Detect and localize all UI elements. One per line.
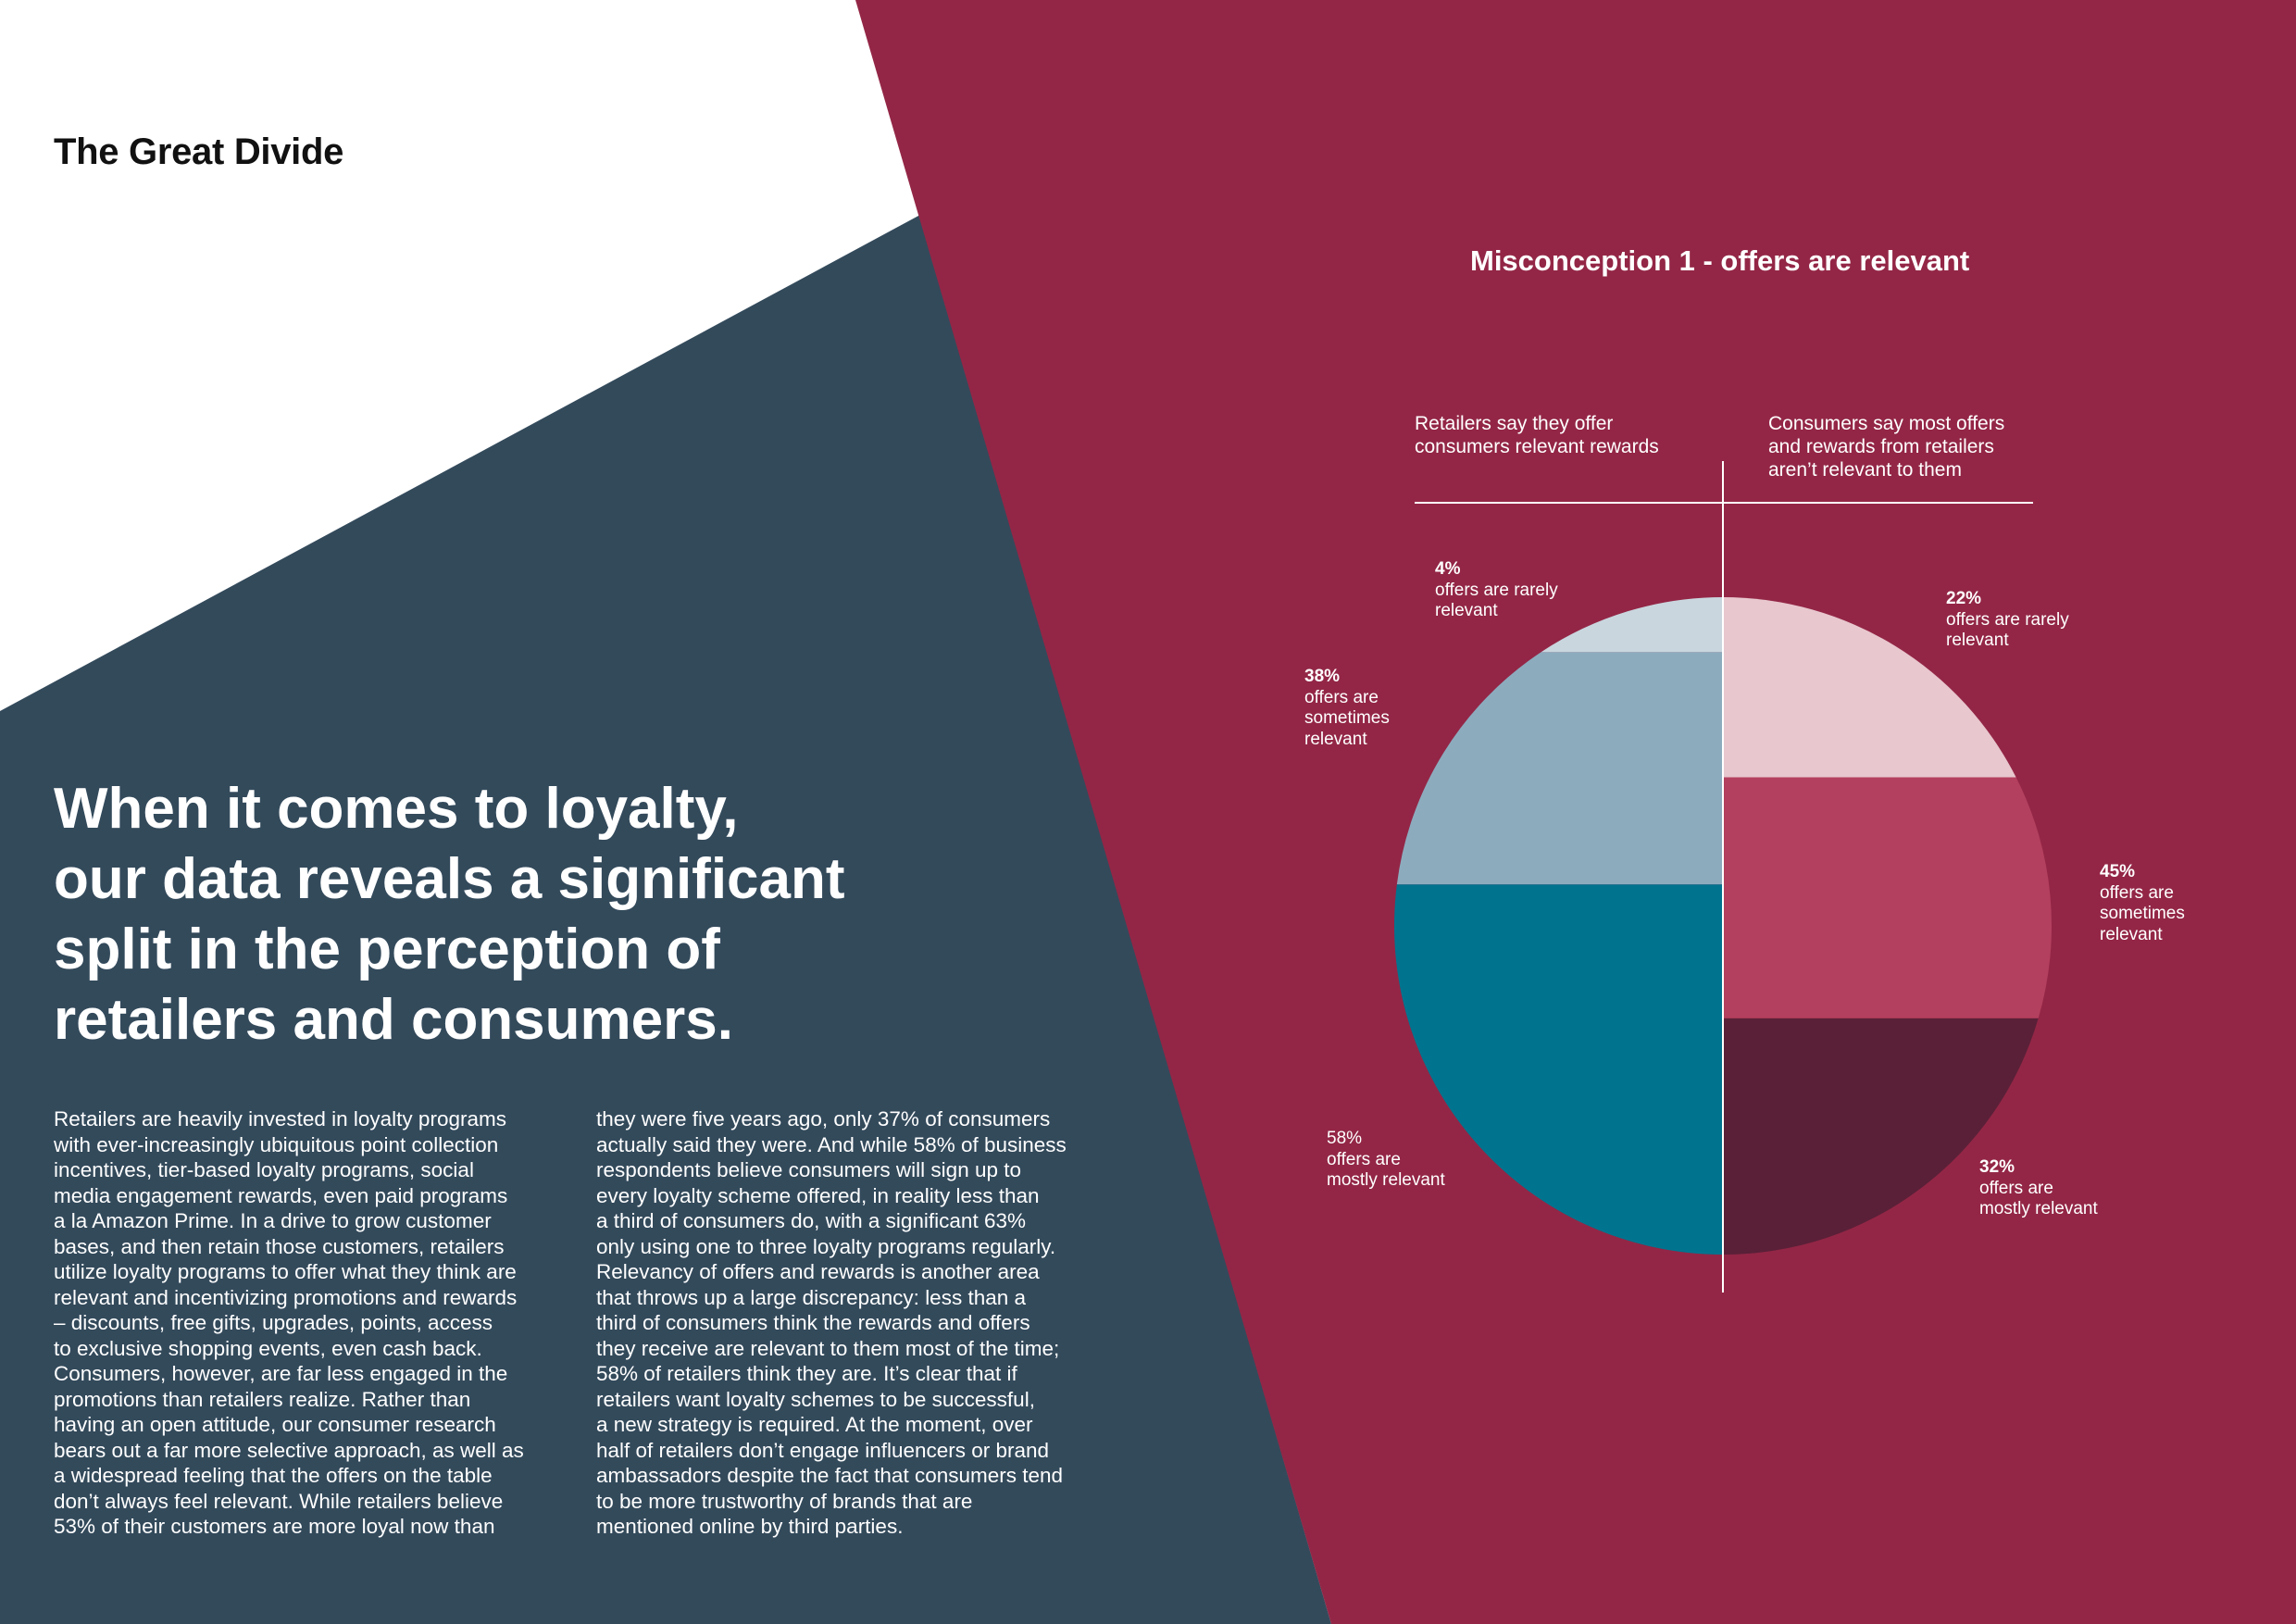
slice-label	[1435, 559, 1558, 622]
retailers-slice-38	[1397, 652, 1723, 884]
slice-description-line: relevant	[2100, 924, 2163, 944]
section-title: The Great Divide	[54, 131, 344, 172]
body-line: ambassadors despite the fact that consumers tend	[596, 1464, 1064, 1487]
slice-description-line: offers are	[1979, 1178, 2053, 1198]
slice-description-line: sometimes	[2100, 904, 2185, 923]
header-line: Consumers say most offers	[1768, 413, 2005, 434]
body-line: that throws up a large discrepancy: less than a	[596, 1285, 1027, 1309]
slice-description-line: offers are rarely	[1435, 580, 1558, 600]
slice-description-line: mostly relevant	[1327, 1170, 1445, 1190]
body-line: a third of consumers do, with a significant 63%	[596, 1209, 1026, 1232]
consumers-slice-45	[1723, 777, 2052, 1018]
body-line: – discounts, free gifts, upgrades, points, access	[54, 1311, 493, 1334]
body-line: only using one to three loyalty programs regularly.	[596, 1234, 1056, 1258]
slice-description-line: relevant	[1946, 631, 2009, 650]
slice-description	[1946, 610, 2069, 652]
headline-line: our data reveals a significant	[54, 847, 845, 911]
body-line: every loyalty scheme offered, in reality less than	[596, 1183, 1040, 1207]
body-line: media engagement rewards, even paid programs	[54, 1183, 508, 1207]
slice-description-line: relevant	[1304, 729, 1367, 749]
slice-label	[1979, 1157, 2098, 1220]
body-line: a la Amazon Prime. In a drive to grow customer	[54, 1209, 492, 1232]
header-line: aren’t relevant to them	[1768, 459, 1962, 481]
body-line: utilize loyalty programs to offer what they think are	[54, 1260, 517, 1283]
slice-percent: 45%	[2100, 862, 2136, 881]
body-line: don’t always feel relevant. While retailers believe	[54, 1489, 504, 1513]
body-line: a new strategy is required. At the moment, over	[596, 1413, 1033, 1436]
body-line: actually said they were. And while 58% of business	[596, 1132, 1067, 1156]
retailers-slice-58	[1394, 884, 1723, 1255]
body-line: mentioned online by third parties.	[596, 1515, 904, 1538]
slice-label	[2100, 862, 2185, 945]
slice-percent: 32%	[1979, 1157, 2015, 1177]
slice-description	[1327, 1150, 1445, 1192]
slice-description-line: offers are	[1304, 687, 1379, 707]
body-line: promotions than retailers realize. Rather than	[54, 1387, 471, 1411]
chart-title: Misconception 1 - offers are relevant	[1470, 244, 1970, 277]
body-line: to exclusive shopping events, even cash back.	[54, 1336, 482, 1360]
body-line: to be more trustworthy of brands that are	[596, 1489, 973, 1513]
headline-line: When it comes to loyalty,	[54, 777, 739, 841]
body-line: 58% of retailers think they are. It’s clear that if	[596, 1362, 1017, 1385]
slice-description	[1435, 581, 1558, 622]
body-line: Relevancy of offers and rewards is another area	[596, 1260, 1040, 1283]
body-line: half of retailers don’t engage influencers or brand	[596, 1438, 1050, 1462]
slice-description	[2100, 883, 2185, 946]
slice-description-line: relevant	[1435, 601, 1498, 620]
body-line: Retailers are heavily invested in loyalty programs	[54, 1107, 506, 1131]
slice-percent: 4%	[1435, 559, 1461, 579]
slice-label	[1946, 589, 2069, 652]
body-line: 53% of their customers are more loyal now than	[54, 1515, 495, 1538]
body-line: bases, and then retain those customers, retailers	[54, 1234, 505, 1258]
slice-percent: 58%	[1327, 1129, 1363, 1148]
body-line: third of consumers think the rewards and offers	[596, 1311, 1030, 1334]
slice-description-line: offers are	[2100, 882, 2174, 903]
body-line: respondents believe consumers will sign up to	[596, 1158, 1021, 1181]
slice-percent: 22%	[1946, 589, 1982, 608]
slice-description-line: offers are rarely	[1946, 609, 2069, 630]
slice-label	[1304, 667, 1390, 750]
retailers-slice-4	[1541, 597, 1723, 652]
slice-description-line: mostly relevant	[1979, 1199, 2098, 1218]
body-line: a widespread feeling that the offers on the table	[54, 1464, 493, 1487]
header-line: Retailers say they offer	[1415, 413, 1614, 434]
body-line: relevant and incentivizing promotions and rewards	[54, 1285, 518, 1309]
body-line: they receive are relevant to them most of the time;	[596, 1336, 1060, 1360]
slice-description	[1304, 688, 1390, 751]
body-line: they were five years ago, only 37% of consumers	[596, 1107, 1051, 1131]
header-line: consumers relevant rewards	[1415, 436, 1659, 457]
body-line: having an open attitude, our consumer research	[54, 1413, 496, 1436]
body-line: Consumers, however, are far less engaged in the	[54, 1362, 508, 1385]
body-line: with ever-increasingly ubiquitous point collection	[54, 1132, 499, 1156]
slice-label	[1327, 1129, 1445, 1192]
slice-description	[1979, 1179, 2098, 1220]
headline-line: retailers and consumers.	[54, 988, 733, 1052]
slice-description-line: sometimes	[1304, 708, 1390, 728]
header-line: and rewards from retailers	[1768, 436, 1994, 457]
body-line: incentives, tier-based loyalty programs, social	[54, 1158, 474, 1181]
body-line: bears out a far more selective approach, as well as	[54, 1438, 524, 1462]
headline-line: split in the perception of	[54, 918, 720, 981]
body-line: retailers want loyalty schemes to be successful,	[596, 1387, 1035, 1411]
slice-percent: 38%	[1304, 667, 1341, 686]
slice-description-line: offers are	[1327, 1149, 1401, 1169]
